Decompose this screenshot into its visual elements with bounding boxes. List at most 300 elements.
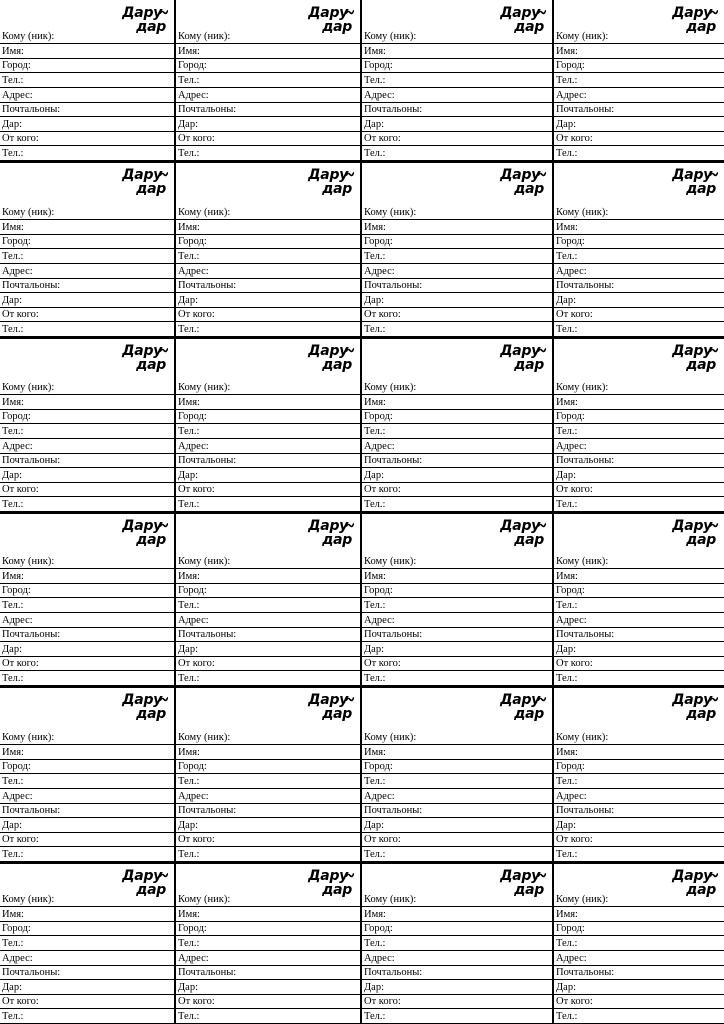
label-field-line [176,731,360,746]
logo-swash-icon [160,8,168,16]
label-field-line [176,936,360,951]
label-field-line [554,73,724,88]
field-label: Город: [178,761,207,773]
logo-line-1: Дару [672,167,712,183]
label-field-line [362,922,552,937]
field-label: Дар: [2,469,22,481]
logo-line-1: Дару [308,868,348,884]
label-field-line [0,483,174,498]
label-field-line [554,424,724,439]
label-field-line [362,1009,552,1024]
field-label: Имя: [364,221,386,233]
label-field-line [554,628,724,643]
label-field-line [0,922,174,937]
label-field-line [554,322,724,337]
field-label: Имя: [178,908,200,920]
label-field-line [362,103,552,118]
field-label: Дар: [364,118,384,130]
brand-logo [660,344,718,374]
field-label: Имя: [556,570,578,582]
field-label: Адрес: [2,440,33,452]
label-fields [0,30,174,161]
field-label: Тел.: [2,324,24,335]
label-fields [176,555,360,686]
label-field-line [554,468,724,483]
label-field-line [0,381,174,396]
field-label: Тел.: [2,849,24,860]
label-field-line [554,613,724,628]
label-field-line [0,907,174,922]
label-field-line [0,264,174,279]
label-field-line [176,308,360,323]
field-label: Тел.: [178,673,200,684]
logo-line-2: дар [514,19,544,35]
field-label: Город: [178,585,207,597]
label-field-line [176,966,360,981]
column-cut-line [360,0,362,1024]
logo-line-2: дар [136,706,166,722]
field-label: Тел.: [364,938,386,950]
field-label: Почтальоны: [2,455,61,467]
label-field-line [362,760,552,775]
label-field-line [554,555,724,570]
shipping-label-card [554,513,724,686]
field-label: Дар: [364,294,384,306]
logo-line-2: дар [514,706,544,722]
logo-swash-icon [346,346,354,354]
field-label: Кому (ник): [178,894,231,906]
field-label: Тел.: [364,148,386,159]
shipping-label-card [554,687,724,862]
label-field-line [0,731,174,746]
label-field-line [554,308,724,323]
label-field-line [554,410,724,425]
logo-line-2: дар [686,181,716,197]
label-fields [362,731,552,862]
shipping-label-card [176,162,360,337]
logo-swash-icon [710,8,718,16]
label-field-line [554,220,724,235]
field-label: Почтальоны: [556,805,615,817]
label-row [0,687,724,862]
field-label: От кого: [556,834,593,846]
shipping-label-card [176,338,360,512]
field-label: От кого: [2,133,39,145]
label-field-line [176,30,360,45]
label-fields [0,893,174,1024]
shipping-label-card [0,0,174,161]
shipping-label-card [362,338,552,512]
logo-line-1: Дару [500,518,540,534]
field-label: Тел.: [178,426,200,438]
label-field-line [554,657,724,672]
label-field-line [176,424,360,439]
field-label: Тел.: [556,324,578,335]
label-field-line [0,555,174,570]
field-label: Почтальоны: [2,629,61,641]
field-label: Адрес: [178,790,209,802]
label-field-line [362,220,552,235]
logo-line-1: Дару [122,167,162,183]
logo-swash-icon [710,521,718,529]
field-label: Почтальоны: [178,967,237,979]
field-label: Кому (ник): [364,894,417,906]
shipping-label-card [176,0,360,161]
shipping-label-card [554,863,724,1024]
label-field-line [362,951,552,966]
label-field-line [362,264,552,279]
field-label: Тел.: [2,251,24,263]
field-label: Имя: [556,746,578,758]
brand-logo [488,693,546,723]
label-field-line [362,818,552,833]
shipping-label-card [362,0,552,161]
field-label: Адрес: [556,440,587,452]
field-label: Почтальоны: [364,104,423,116]
row-cut-line [0,862,724,864]
logo-line-2: дар [686,19,716,35]
field-label: От кого: [556,309,593,321]
label-field-line [554,671,724,686]
label-field-line [554,995,724,1010]
label-field-line [362,308,552,323]
label-fields [176,731,360,862]
label-fields [554,381,724,512]
logo-line-2: дар [686,706,716,722]
field-label: Имя: [556,45,578,57]
brand-logo [110,168,168,198]
logo-line-1: Дару [308,343,348,359]
label-fields [176,893,360,1024]
field-label: От кого: [2,309,39,321]
label-field-line [0,439,174,454]
label-field-line [176,584,360,599]
field-label: Имя: [2,221,24,233]
label-field-line [554,30,724,45]
label-field-line [362,395,552,410]
shipping-label-card [0,687,174,862]
label-field-line [554,117,724,132]
logo-line-2: дар [322,882,352,898]
label-field-line [362,468,552,483]
label-field-line [554,264,724,279]
field-label: Тел.: [364,776,386,788]
label-field-line [0,613,174,628]
column-cut-line [174,0,176,1024]
field-label: Имя: [556,396,578,408]
field-label: От кого: [2,834,39,846]
logo-swash-icon [160,521,168,529]
label-field-line [362,117,552,132]
field-label: Адрес: [364,265,395,277]
label-field-line [176,410,360,425]
field-label: Адрес: [2,952,33,964]
label-field-line [362,598,552,613]
field-label: Почтальоны: [2,280,61,292]
brand-logo [660,519,718,549]
brand-logo [296,168,354,198]
shipping-label-card [362,863,552,1024]
field-label: Город: [556,411,585,423]
field-label: Адрес: [364,89,395,101]
field-label: Дар: [556,118,576,130]
logo-line-1: Дару [500,692,540,708]
field-label: Почтальоны: [364,805,423,817]
logo-line-1: Дару [672,868,712,884]
logo-swash-icon [346,170,354,178]
label-field-line [362,893,552,908]
label-field-line [362,30,552,45]
field-label: Имя: [2,908,24,920]
field-label: Город: [556,236,585,248]
logo-swash-icon [538,521,546,529]
field-label: Тел.: [364,324,386,335]
label-field-line [0,671,174,686]
shipping-label-card [176,863,360,1024]
label-field-line [176,132,360,147]
field-label: От кого: [364,658,401,670]
field-label: Дар: [178,294,198,306]
label-field-line [362,555,552,570]
label-field-line [362,454,552,469]
label-field-line [0,760,174,775]
logo-line-1: Дару [672,518,712,534]
logo-swash-icon [160,170,168,178]
field-label: От кого: [556,996,593,1008]
shipping-label-card [554,338,724,512]
logo-line-1: Дару [500,167,540,183]
logo-swash-icon [160,871,168,879]
field-label: Адрес: [178,89,209,101]
field-label: Город: [178,411,207,423]
shipping-label-card [0,338,174,512]
field-label: От кого: [364,484,401,496]
label-field-line [176,497,360,512]
label-field-line [176,555,360,570]
label-field-line [176,103,360,118]
label-field-line [176,1009,360,1024]
label-field-line [362,279,552,294]
logo-swash-icon [346,521,354,529]
field-label: Адрес: [2,265,33,277]
label-field-line [362,745,552,760]
label-field-line [176,745,360,760]
field-label: Тел.: [364,673,386,684]
logo-line-1: Дару [308,5,348,21]
field-label: Дар: [556,469,576,481]
label-field-line [0,745,174,760]
label-field-line [362,424,552,439]
field-label: Тел.: [556,673,578,684]
field-label: Адрес: [364,614,395,626]
field-label: Тел.: [2,499,24,510]
field-label: Дар: [556,294,576,306]
logo-line-1: Дару [122,868,162,884]
field-label: Адрес: [556,790,587,802]
label-fields [362,381,552,512]
label-field-line [362,206,552,221]
field-label: Тел.: [2,1011,24,1022]
field-label: Имя: [178,570,200,582]
field-label: Кому (ник): [2,556,55,568]
label-field-line [362,628,552,643]
label-field-line [176,322,360,337]
field-label: Город: [556,585,585,597]
label-field-line [554,293,724,308]
field-label: Город: [178,60,207,72]
field-label: От кого: [2,658,39,670]
label-field-line [176,951,360,966]
logo-swash-icon [710,170,718,178]
label-field-line [362,132,552,147]
label-field-line [176,774,360,789]
field-label: Почтальоны: [364,455,423,467]
label-field-line [554,88,724,103]
label-field-line [0,410,174,425]
field-label: Тел.: [2,938,24,950]
logo-line-2: дар [136,19,166,35]
label-field-line [0,569,174,584]
label-field-line [0,88,174,103]
field-label: Кому (ник): [556,31,609,43]
logo-line-2: дар [322,357,352,373]
field-label: Город: [364,761,393,773]
field-label: Дар: [2,294,22,306]
field-label: Тел.: [178,148,200,159]
field-label: Имя: [178,746,200,758]
label-fields [362,30,552,161]
field-label: Адрес: [178,265,209,277]
label-field-line [176,613,360,628]
field-label: Тел.: [178,600,200,612]
shipping-label-card [362,687,552,862]
field-label: Адрес: [556,952,587,964]
label-field-line [554,249,724,264]
label-field-line [0,774,174,789]
field-label: Имя: [364,908,386,920]
label-field-line [176,804,360,819]
label-field-line [0,279,174,294]
label-field-line [554,847,724,862]
label-field-line [554,936,724,951]
field-label: Имя: [2,746,24,758]
field-label: Почтальоны: [178,104,237,116]
label-field-line [362,410,552,425]
logo-swash-icon [538,170,546,178]
label-field-line [554,789,724,804]
label-field-line [554,642,724,657]
label-field-line [362,322,552,337]
label-field-line [554,980,724,995]
field-label: Почтальоны: [2,104,61,116]
label-field-line [176,73,360,88]
field-label: Тел.: [178,849,200,860]
label-field-line [176,439,360,454]
label-field-line [362,833,552,848]
label-field-line [362,789,552,804]
field-label: Город: [556,60,585,72]
field-label: От кого: [2,484,39,496]
logo-swash-icon [160,695,168,703]
field-label: Кому (ник): [364,732,417,744]
field-label: Имя: [2,396,24,408]
field-label: Кому (ник): [2,732,55,744]
field-label: Тел.: [556,849,578,860]
label-field-line [176,818,360,833]
field-label: От кого: [364,834,401,846]
field-label: Город: [2,923,31,935]
field-label: Кому (ник): [556,732,609,744]
logo-swash-icon [160,346,168,354]
label-field-line [362,774,552,789]
label-field-line [362,613,552,628]
label-field-line [0,995,174,1010]
field-label: Почтальоны: [178,805,237,817]
label-field-line [362,936,552,951]
label-field-line [362,293,552,308]
label-field-line [554,774,724,789]
logo-swash-icon [710,871,718,879]
label-fields [176,381,360,512]
logo-line-1: Дару [122,692,162,708]
logo-swash-icon [710,346,718,354]
field-label: Тел.: [364,499,386,510]
field-label: Адрес: [556,89,587,101]
logo-line-1: Дару [122,343,162,359]
label-field-line [176,483,360,498]
field-label: Имя: [364,396,386,408]
shipping-label-card [554,0,724,161]
label-field-line [0,598,174,613]
field-label: Тел.: [178,75,200,87]
label-field-line [362,88,552,103]
label-field-line [176,569,360,584]
label-field-line [176,249,360,264]
label-field-line [176,847,360,862]
label-field-line [0,395,174,410]
field-label: Дар: [178,469,198,481]
label-field-line [0,980,174,995]
label-field-line [176,657,360,672]
label-field-line [362,59,552,74]
field-label: Дар: [364,819,384,831]
field-label: Дар: [178,819,198,831]
logo-line-1: Дару [308,167,348,183]
field-label: Дар: [556,981,576,993]
field-label: Тел.: [364,600,386,612]
field-label: Имя: [2,45,24,57]
label-fields [0,381,174,512]
label-field-line [362,907,552,922]
label-field-line [0,132,174,147]
field-label: Тел.: [556,600,578,612]
field-label: Кому (ник): [364,31,417,43]
label-fields [554,206,724,337]
field-label: Почтальоны: [364,967,423,979]
label-field-line [0,146,174,161]
label-field-line [362,847,552,862]
shipping-label-card [362,162,552,337]
label-field-line [176,789,360,804]
field-label: Город: [556,761,585,773]
label-field-line [176,206,360,221]
row-cut-line [0,512,724,514]
label-field-line [0,322,174,337]
field-label: Тел.: [178,251,200,263]
label-fields [362,893,552,1024]
label-field-line [554,804,724,819]
field-label: Адрес: [178,614,209,626]
